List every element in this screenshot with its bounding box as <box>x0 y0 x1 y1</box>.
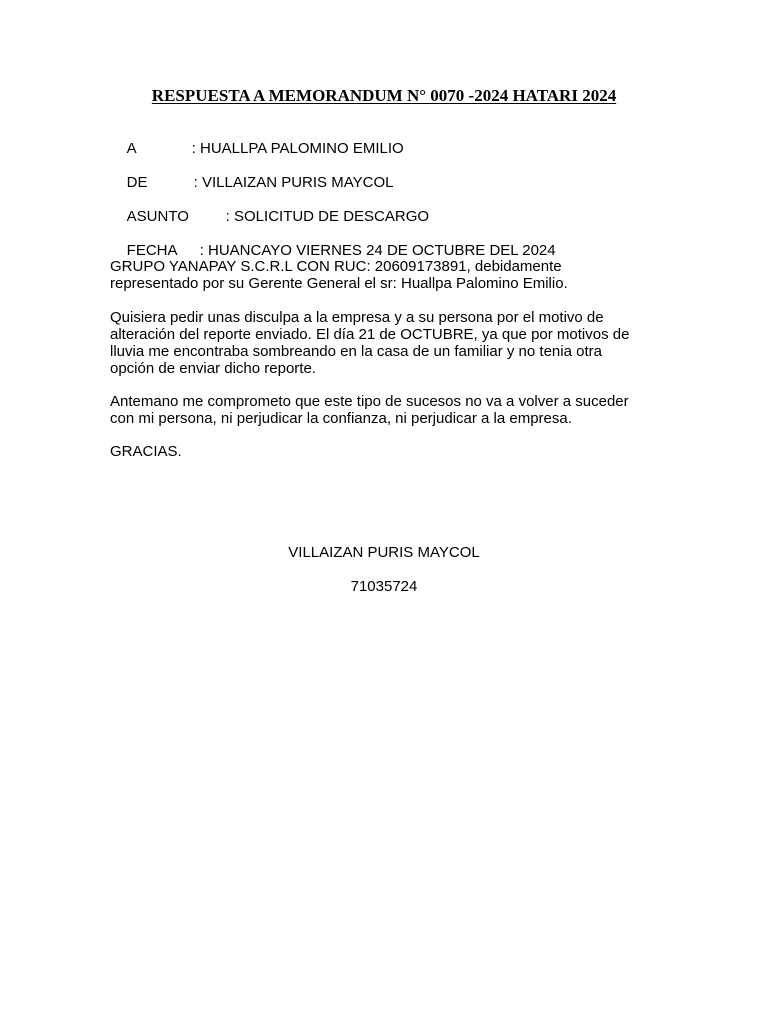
field-a-value: : HUALLPA PALOMINO EMILIO <box>191 140 404 157</box>
paragraph-line: representado por su Gerente General el sr: Huallpa Palomino Emilio. <box>110 275 568 292</box>
closing-text: GRACIAS. <box>110 443 182 460</box>
signature-name: VILLAIZAN PURIS MAYCOL <box>288 544 480 561</box>
field-de-label: DE <box>126 174 148 191</box>
paragraph-company <box>110 258 670 292</box>
field-de-value: : VILLAIZAN PURIS MAYCOL <box>193 174 394 191</box>
paragraph-line: Antemano me comprometo que este tipo de sucesos no va a volver a suceder <box>110 393 629 410</box>
field-asunto-value: : SOLICITUD DE DESCARGO <box>225 208 430 225</box>
document-title: RESPUESTA A MEMORANDUM N° 0070 -2024 HATARI 2024 <box>151 86 617 105</box>
paragraph-line: opción de enviar dicho reporte. <box>110 360 316 377</box>
paragraph-line: alteración del reporte enviado. El día 21 de OCTUBRE, ya que por motivos de <box>110 326 630 343</box>
paragraph-apology <box>110 309 670 377</box>
paragraph-commitment <box>110 393 670 427</box>
paragraph-line: lluvia me encontraba sombreando en la casa de un familiar y no tenia otra <box>110 343 602 360</box>
field-fecha-label: FECHA <box>126 242 178 259</box>
field-fecha-value: : HUANCAYO VIERNES 24 DE OCTUBRE DEL 2024 <box>199 242 556 259</box>
field-asunto-label: ASUNTO <box>126 208 189 225</box>
signature-id-number: 71035724 <box>350 578 418 595</box>
paragraph-line: GRUPO YANAPAY S.C.R.L CON RUC: 20609173891, debidamente <box>110 258 562 275</box>
paragraph-line: con mi persona, ni perjudicar la confianza, ni perjudicar a la empresa. <box>110 410 572 427</box>
paragraph-line: Quisiera pedir unas disculpa a la empresa y a su persona por el motivo de <box>110 309 604 326</box>
field-a-label: A <box>126 140 137 157</box>
